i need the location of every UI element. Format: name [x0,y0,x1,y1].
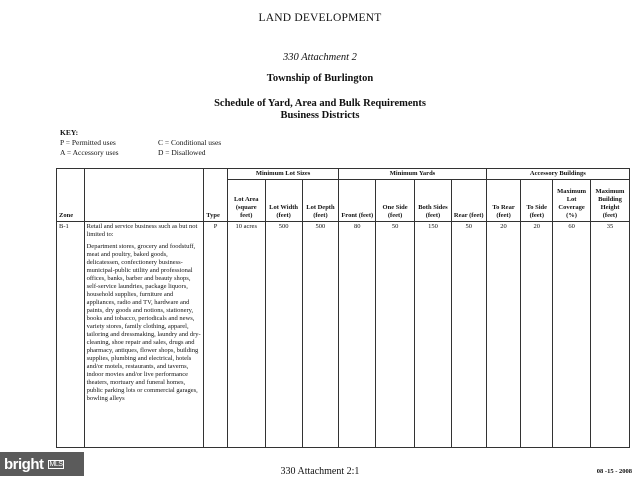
township-name: Township of Burlington [266,73,374,84]
brand-logo-text: bright [4,455,44,473]
col-front: Front (feet) [339,180,376,222]
col-uses [84,169,204,222]
mls-badge: MLS [49,460,63,468]
revision-date: 08 -15 - 2008 [596,468,632,475]
col-rear: Rear (feet) [451,180,486,222]
attachment-label: 330 Attachment 2 [283,52,357,63]
col-lot-width: Lot Width (feet) [265,180,302,222]
cell-type: P [204,222,228,448]
key-title: KEY: [60,128,79,137]
cell-rear: 50 [451,222,486,448]
col-zone: Zone [57,169,85,222]
key-disallowed: D = Disallowed [158,148,206,157]
key-conditional: C = Conditional uses [158,138,222,147]
col-max-height: Maximum Building Height (feet) [590,180,629,222]
cell-max-coverage: 60 [553,222,591,448]
table-group-header-row [57,169,630,180]
col-max-coverage: Maximum Lot Coverage (%) [553,180,591,222]
cell-max-height: 35 [590,222,629,448]
group-min-lot-sizes: Minimum Lot Sizes [227,169,339,180]
cell-both-sides: 150 [415,222,452,448]
cell-uses [84,222,204,448]
col-both-sides: Both Sides (feet) [415,180,452,222]
col-lot-area: Lot Area (square feet) [227,180,265,222]
col-to-rear: To Rear (feet) [486,180,521,222]
col-one-side: One Side (feet) [376,180,415,222]
col-to-side: To Side (feet) [521,180,553,222]
key-row-1 [60,138,221,148]
cell-front: 80 [339,222,376,448]
key-row-2 [60,148,221,158]
cell-one-side: 50 [376,222,415,448]
uses-intro: Retail and service business such as but not limited to: [86,223,198,238]
group-accessory-buildings: Accessory Buildings [486,169,629,180]
brand-watermark [0,452,84,476]
col-lot-depth: Lot Depth (feet) [302,180,339,222]
cell-zone: B-1 [57,222,85,448]
schedule-title-line2: Business Districts [280,110,360,121]
key-accessory: A = Accessory uses [60,148,119,157]
cell-lot-area: 10 acres [227,222,265,448]
key-permitted: P = Permitted uses [60,138,116,147]
document-section-title: LAND DEVELOPMENT [258,12,382,24]
schedule-title [0,98,640,122]
group-min-yards: Minimum Yards [339,169,486,180]
cell-to-rear: 20 [486,222,521,448]
page-number: 330 Attachment 2:1 [280,466,360,477]
cell-lot-depth: 500 [302,222,339,448]
col-type: Type [204,169,228,222]
requirements-table [56,168,630,448]
uses-list: Department stores, grocery and foodstuff, meat and poultry, baked goods, delicatessen, confectionery business-municipal-public utility and professional offices, banks, barber and beauty shops, self-service laundries, package liquors, household supplies, furniture and appliances, radio and TV, hardware and paints, dry goods and notions, stationery, books and tobacco, periodicals and news, variety stores, family clothing, apparel, tailoring and dressmaking, laundry and dry-cleaning, shoe repair and sales, drugs and pharmacy, antiques, flower shops, building supplies, plumbing and electrical, hotels and/or motels, restaurants, and taverns, indoor movies and/or live performance theaters, mortuary and funeral homes, public parking lots or commercial garages, bowling alleys [86,243,201,402]
cell-to-side: 20 [521,222,553,448]
legend-key [60,128,221,158]
cell-lot-width: 500 [265,222,302,448]
table-row [57,222,630,448]
schedule-title-line1: Schedule of Yard, Area and Bulk Requirements [214,98,426,109]
